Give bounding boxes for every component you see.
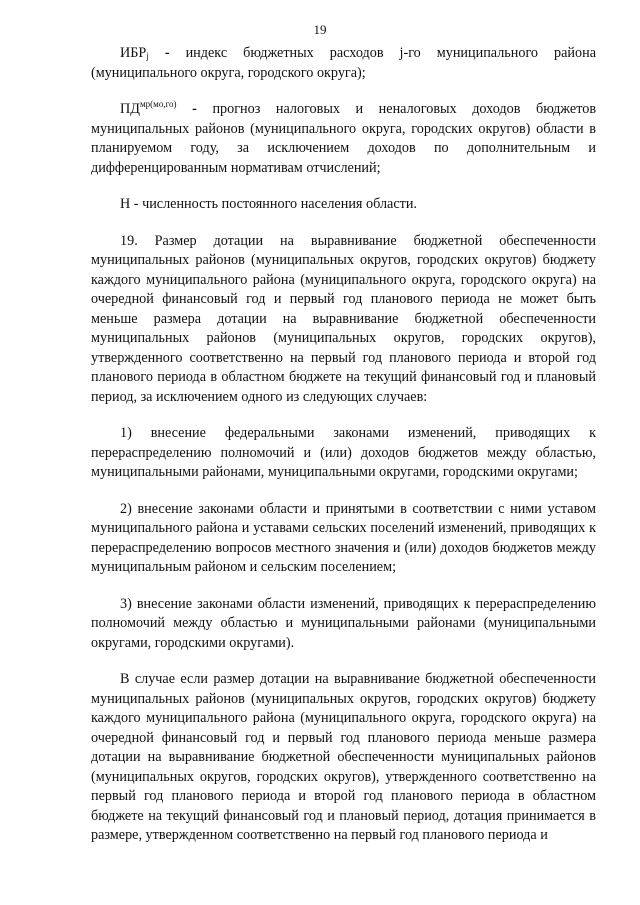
definition-ibr [91, 44, 596, 83]
case-item: 1) внесение федеральными законами изменений, приводящих к перераспределению полномочий и (или) доходов бюджетов между областью, муниципальными районами, муниципальными округами, городскими округами; [91, 425, 596, 480]
page-number: 19 [313, 22, 327, 37]
pd-text: прогноз налоговых и неналоговых доходов бюджетов муниципальных районов (муниципального округа, городских округов) области в планируемом году, за исключением доходов по дополнительным и дифференцированным нормативам отчислений; [91, 101, 597, 176]
pd-superscript: мр(мо,го) [139, 99, 177, 109]
document-body [91, 44, 596, 863]
case-item: 3) внесение законами области изменений, приводящих к перераспределению полномочий между областью и муниципальными районами (муниципальными округами, городскими округами). [91, 595, 596, 651]
ibr-text: индекс бюджетных расходов j-го муниципального района (муниципального округа, городского округа); [91, 45, 596, 81]
section-19-closing: В случае если размер дотации на выравнивание бюджетной обеспеченности муниципальных районов (муниципальных округов, городских округов) бюджету каждого муниципального района (муниципального округа, городского округа) на очередной финансовый год и первый год планового периода меньше размера дотации на выравнивание бюджетной обеспеченности муниципальных районов (муниципальных округов, городских округов), утвержденного соответственно на первый год планового периода и второй год планового периода в областном бюджете на текущий финансовый год и плановый период, дотация принимается в размере, утвержденном соответственно на первый год планового периода и [91, 671, 596, 843]
ibr-subscript: j [146, 51, 149, 61]
ibr-symbol: ИБР [120, 45, 147, 61]
definition-n: Н - численность постоянного населения области. [120, 196, 417, 212]
pd-dash: - [192, 101, 197, 117]
ibr-dash: - [164, 45, 170, 61]
definition-pd [91, 100, 596, 178]
pd-symbol: ПД [120, 101, 140, 117]
case-item: 2) внесение законами области и принятыми в соответствии с ними уставом муниципального района и уставами сельских поселений изменений, приводящих к перераспределению вопросов местного значения и (или) доходов бюджетов между муниципальным районом и сельским поселением; [91, 500, 596, 575]
section-19-intro: 19. Размер дотации на выравнивание бюджетной обеспеченности муниципальных районов (муниципальных округов, городских округов) бюджету каждого муниципального района (муниципального округа, городского округа) на очередной финансовый год и первый год планового периода не может быть меньше размера дотации на выравнивание бюджетной обеспеченности муниципальных районов (муниципальных округов, городских округов), утвержденного соответственно на первый год планового периода и второй год планового периода в областном бюджете на текущий финансовый год и плановый период, за исключением одного из следующих случаев: [91, 232, 596, 405]
